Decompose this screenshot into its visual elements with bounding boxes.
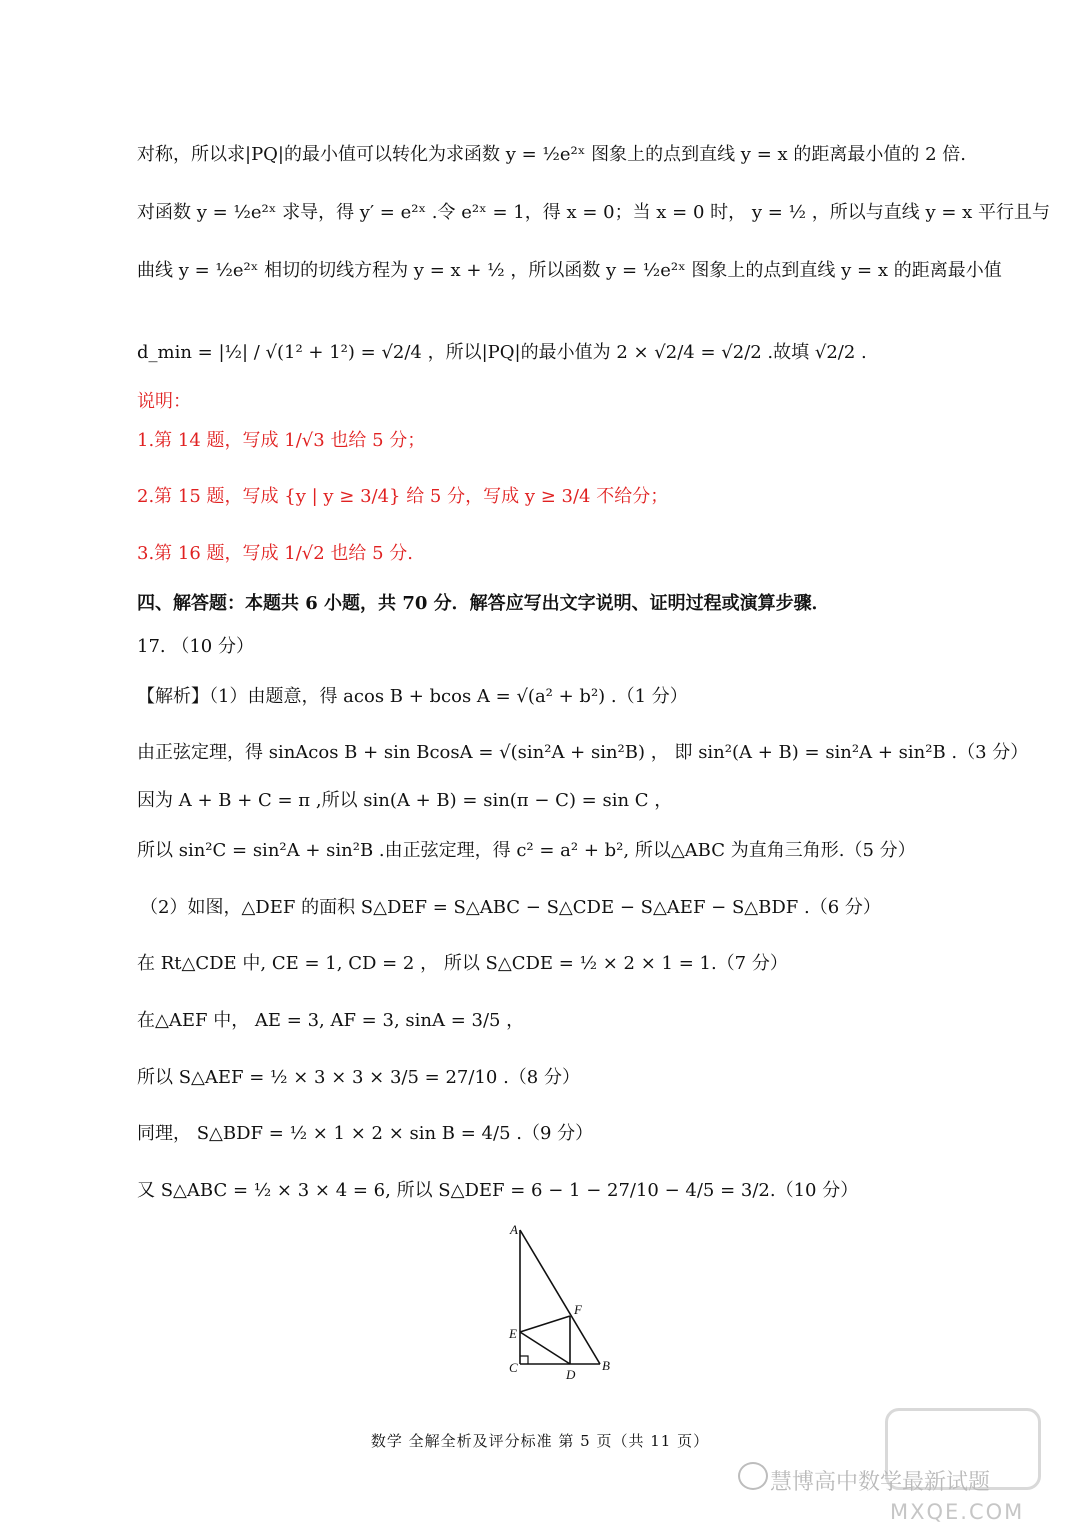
solution-line-7: 在△AEF 中， AE = 3, AF = 3, sinA = 3/5 ， xyxy=(137,1010,525,1031)
solution-line-5: （2）如图，△DEF 的面积 S△DEF = S△ABC − S△CDE − S△AEF − S△BDF .（6 分） xyxy=(140,897,881,918)
page-footer: 数学 全解全析及评分标准 第 5 页（共 11 页） xyxy=(370,1432,710,1450)
label-c: C xyxy=(509,1360,518,1375)
text-line-1: 对称，所以求|PQ|的最小值可以转化为求函数 y = ½e²ˣ 图象上的点到直线 y = x 的距离最小值的 2 倍. xyxy=(137,144,966,165)
note-item-3: 3.第 16 题，写成 1/√2 也给 5 分. xyxy=(137,543,414,564)
solution-line-6: 在 Rt△CDE 中, CE = 1, CD = 2 ， 所以 S△CDE = ½ × 2 × 1 = 1.（7 分） xyxy=(137,953,788,974)
problem-number: 17. （10 分） xyxy=(137,636,254,657)
text-line-3: 曲线 y = ½e²ˣ 相切的切线方程为 y = x + ½ ，所以函数 y = ½e²ˣ 图象上的点到直线 y = x 的距离最小值 xyxy=(137,260,1002,281)
solution-line-9: 同理， S△BDF = ½ × 1 × 2 × sin B = 4/5 .（9 分） xyxy=(137,1123,594,1144)
watermark-site: MXQE.COM xyxy=(890,1500,1025,1524)
solution-line-10: 又 S△ABC = ½ × 3 × 4 = 6, 所以 S△DEF = 6 − 1 − 27/10 − 4/5 = 3/2.（10 分） xyxy=(137,1180,859,1201)
solution-line-8: 所以 S△AEF = ½ × 3 × 3 × 3/5 = 27/10 .（8 分） xyxy=(137,1067,580,1088)
solution-line-2: 由正弦定理，得 sinAcos B + sin BcosA = √(sin²A + sin²B) ， 即 sin²(A + B) = sin²A + sin²B .（3 分） xyxy=(137,742,1029,763)
segment-ef xyxy=(520,1316,570,1332)
right-angle-mark xyxy=(520,1356,528,1364)
solution-line-3: 因为 A + B + C = π ,所以 sin(A + B) = sin(π − C) = sin C ， xyxy=(137,790,673,811)
triangle-figure xyxy=(500,1222,620,1382)
wechat-icon xyxy=(738,1462,768,1490)
watermark-text: 慧博高中数学最新试题 xyxy=(770,1470,991,1495)
label-a: A xyxy=(510,1222,518,1237)
section-heading: 四、解答题：本题共 6 小题，共 70 分．解答应写出文字说明、证明过程或演算步骤． xyxy=(137,593,830,614)
label-d: D xyxy=(566,1367,576,1382)
text-line-2: 对函数 y = ½e²ˣ 求导，得 y′ = e²ˣ .令 e²ˣ = 1，得 x = 0；当 x = 0 时， y = ½ ，所以与直线 y = x 平行且与 xyxy=(137,202,1051,223)
solution-line-1: 【解析】（1）由题意，得 acos B + bcos A = √(a² + b²) .（1 分） xyxy=(137,686,688,707)
note-item-1: 1.第 14 题，写成 1/√3 也给 5 分； xyxy=(137,430,426,451)
solution-line-4: 所以 sin²C = sin²A + sin²B .由正弦定理，得 c² = a² + b², 所以△ABC 为直角三角形.（5 分） xyxy=(137,840,916,861)
label-b: B xyxy=(602,1358,610,1373)
text-line-4: d_min = |½| / √(1² + 1²) = √2/4 ，所以|PQ|的最小值为 2 × √2/4 = √2/2 .故填 √2/2 . xyxy=(137,342,867,363)
note-title: 说明： xyxy=(137,391,191,412)
label-e: E xyxy=(509,1326,517,1341)
side-ab xyxy=(520,1230,600,1364)
note-item-2: 2.第 15 题，写成 {y | y ≥ 3/4} 给 5 分，写成 y ≥ 3/4 不给分； xyxy=(137,486,669,507)
label-f: F xyxy=(574,1302,582,1317)
